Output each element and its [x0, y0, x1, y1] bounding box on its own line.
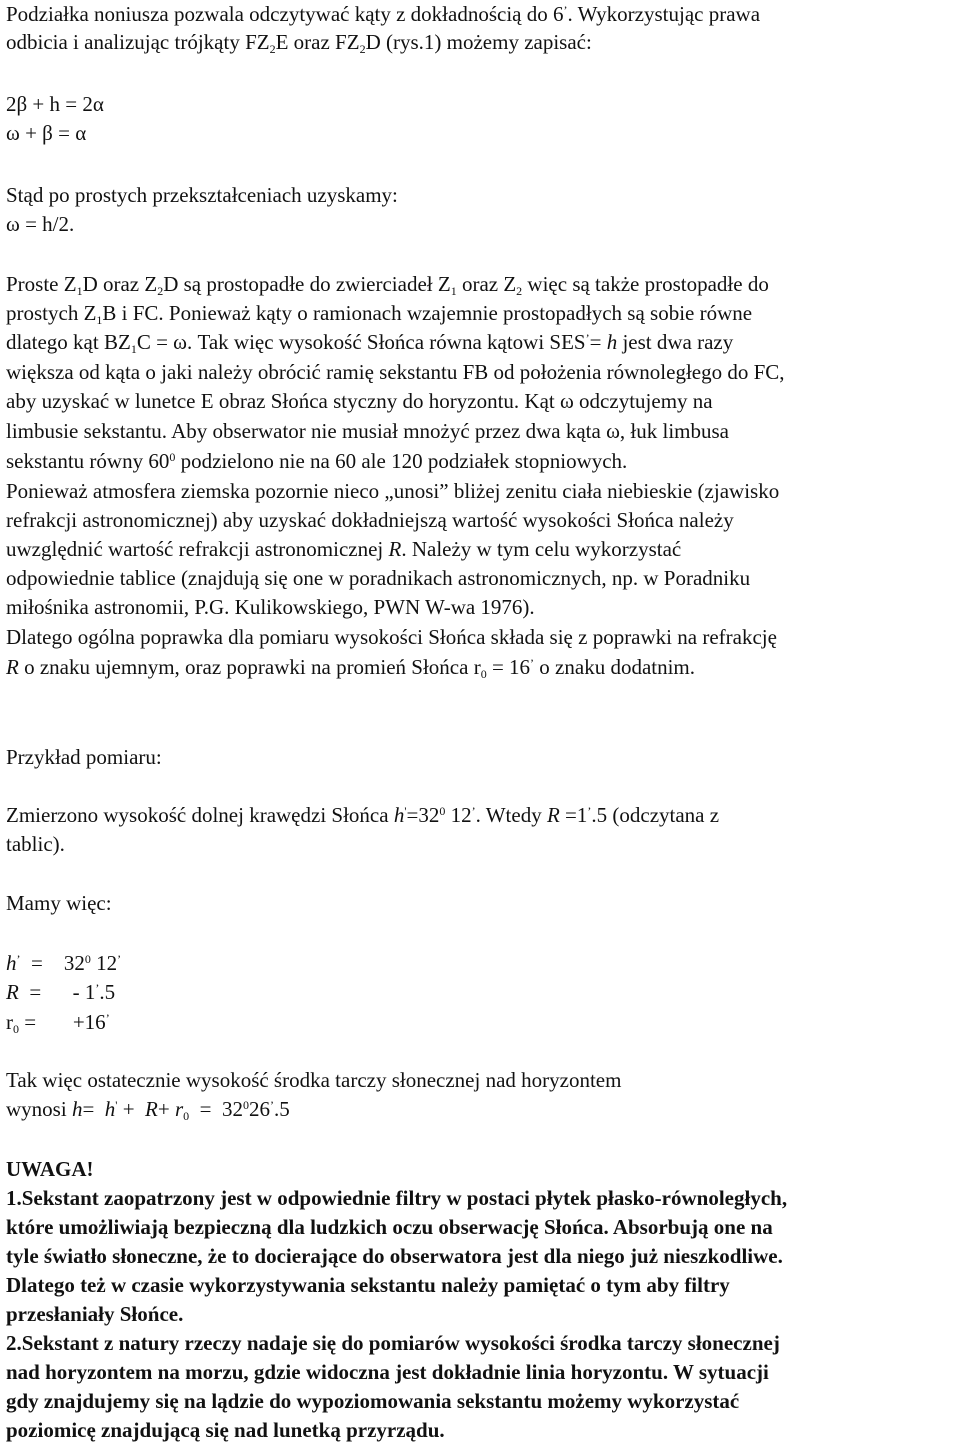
text-line: Dlatego ogólna poprawka dla pomiaru wysokości Słońca składa się z poprawki na refrakcję [6, 625, 777, 649]
superscript: ’ [117, 952, 122, 966]
text: = [589, 330, 607, 354]
superscript: ’ [16, 952, 21, 966]
text: o znaku dodatnim. [534, 655, 696, 679]
text: = 32 [189, 1097, 243, 1121]
text-line: Tak więc ostatecznie wysokość środka tarczy słonecznej nad horyzontem [6, 1068, 622, 1092]
subscript: 0 [183, 1109, 190, 1123]
subscript: 1 [450, 284, 457, 298]
warning-line: nad horyzontem na morzu, gdzie widoczna jest dokładnie linia horyzontu. W sytuacji [6, 1360, 769, 1384]
warning-title: UWAGA! [6, 1157, 94, 1181]
warning-line: przesłaniały Słońce. [6, 1302, 184, 1326]
text-line: refrakcji astronomicznej) aby uzyskać dokładniejszą wartość wysokości Słońca należy [6, 508, 734, 532]
text: = 16 [486, 655, 531, 679]
text: E oraz FZ [275, 30, 360, 54]
text-line: tablic). [6, 832, 65, 856]
text: oraz Z [456, 272, 517, 296]
subscript: 1 [96, 313, 103, 327]
text: Podziałka noniusza pozwala odczytywać kąty z dokładnością do 6 [6, 2, 564, 26]
text: D oraz Z [82, 272, 158, 296]
symbol: r [174, 1097, 184, 1121]
text: sekstantu równy 60 [6, 449, 170, 473]
equation: ω + β = α [6, 121, 87, 145]
subscript: 1 [130, 342, 137, 356]
superscript: 0 [243, 1098, 249, 1112]
text-line [6, 655, 695, 680]
text: B i FC. Ponieważ kąty o ramionach wzajemnie prostopadłych są sobie równe [102, 301, 753, 325]
text: = 32 [20, 951, 85, 975]
text: 26 [249, 1097, 270, 1121]
symbol: R [546, 803, 560, 827]
subscript: 1 [76, 284, 83, 298]
superscript: ’ [105, 1011, 110, 1025]
warning-line: poziomicę znajdującą się nad lunetką przyrządu. [6, 1418, 445, 1442]
section-heading: Przykład pomiaru: [6, 745, 162, 769]
text-line [6, 330, 733, 355]
text: =1 [559, 803, 588, 827]
warning-line: które umożliwiają bezpieczną dla ludzkich oczu obserwację Słońca. Absorbują one na [6, 1215, 773, 1239]
superscript: 0 [169, 450, 176, 464]
symbol: h [393, 803, 405, 827]
text: + [117, 1097, 146, 1121]
text: = - 1 [18, 980, 96, 1004]
subscript: 2 [157, 284, 164, 298]
symbol: R [145, 1097, 158, 1121]
superscript: ’ [587, 804, 592, 818]
symbol: h [606, 330, 618, 354]
text: więc są także prostopadłe do [522, 272, 769, 296]
text: dlatego kąt BZ [6, 330, 131, 354]
subscript: 0 [480, 667, 487, 681]
text-line [6, 2, 760, 27]
text: .5 [274, 1097, 290, 1121]
symbol: R [6, 980, 19, 1004]
subscript: 2 [359, 42, 366, 56]
text-line: odpowiednie tablice (znajdują się one w poradnikach astronomicznych, np. w Poradniku [6, 566, 751, 590]
superscript: 0 [84, 952, 91, 966]
superscript: 0 [439, 804, 446, 818]
text: .5 [99, 980, 116, 1004]
value-row [6, 980, 115, 1005]
text-line: większa od kąta o jaki należy obrócić ramię sekstantu FB od położenia równoległego do FC, [6, 360, 785, 384]
text: r [6, 1010, 13, 1034]
superscript: ’ [585, 331, 590, 345]
symbol: h [71, 1097, 83, 1121]
subscript: 0 [13, 1022, 19, 1036]
superscript: ’ [95, 981, 100, 995]
superscript: ’ [270, 1098, 274, 1112]
warning-line: tyle światło słoneczne, że to docierające do obserwatora jest dla niego już nieszkodliwe. [6, 1244, 783, 1268]
text-line: miłośnika astronomii, P.G. Kulikowskiego, PWN W-wa 1976). [6, 595, 535, 619]
text: = [82, 1097, 105, 1121]
equation: ω = h/2. [6, 212, 75, 236]
symbol: R [388, 537, 402, 561]
text-line: Mamy więc: [6, 891, 112, 915]
text: uwzględnić wartość refrakcji astronomicznej [6, 537, 389, 561]
superscript: ’ [530, 656, 535, 670]
superscript: ’ [563, 3, 568, 17]
warning-line: 2.Sekstant z natury rzeczy nadaje się do pomiarów wysokości środka tarczy słonecznej [6, 1331, 780, 1355]
superscript: ' [404, 804, 407, 818]
superscript: ' [115, 1098, 118, 1112]
equation: 2β + h = 2α [6, 92, 104, 116]
text-line [6, 1097, 290, 1122]
text: . Wykorzystując prawa [567, 2, 761, 26]
text: prostych Z [6, 301, 97, 325]
text-line: limbusie sekstantu. Aby obserwator nie musiał mnożyć przez dwa kąta ω, łuk limbusa [6, 419, 729, 443]
subscript: 2 [269, 42, 276, 56]
text: C = ω. Tak więc wysokość Słońca równa kątowi SES [136, 330, 586, 354]
text: D są prostopadłe do zwierciadeł Z [163, 272, 451, 296]
value-row [6, 1010, 110, 1035]
text: D (rys.1) możemy zapisać: [365, 30, 592, 54]
text: 12 [445, 803, 472, 827]
text-line: Ponieważ atmosfera ziemska pozornie nieco „unosi” bliżej zenitu ciała niebieskie (zjawisko [6, 479, 780, 503]
text-line: Stąd po prostych przekształceniach uzyskamy: [6, 183, 398, 207]
text: =32 [406, 803, 440, 827]
text: odbicia i analizując trójkąty FZ [6, 30, 270, 54]
symbol: h [104, 1097, 116, 1121]
text-line [6, 803, 719, 828]
symbol: h [6, 951, 17, 975]
text-line [6, 449, 627, 474]
warning-line: 1.Sekstant zaopatrzony jest w odpowiednie filtry w postaci płytek płasko-równoległych, [6, 1186, 788, 1210]
text: Zmierzono wysokość dolnej krawędzi Słońca [6, 803, 394, 827]
text: . Należy w tym celu wykorzystać [401, 537, 682, 561]
text: . Wtedy [475, 803, 547, 827]
text: jest dwa razy [617, 330, 734, 354]
text: podzielono nie na 60 ale 120 podziałek stopniowych. [175, 449, 628, 473]
warning-line: Dlatego też w czasie wykorzystywania sekstantu należy pamiętać o tym aby filtry [6, 1273, 730, 1297]
text: 12 [90, 951, 118, 975]
text: + [157, 1097, 175, 1121]
text: .5 (odczytana z [591, 803, 720, 827]
text-line: aby uzyskać w lunetce E obraz Słońca styczny do horyzontu. Kąt ω odczytujemy na [6, 389, 713, 413]
superscript: ’ [471, 804, 476, 818]
subscript: 2 [516, 284, 523, 298]
symbol: R [6, 655, 19, 679]
value-row [6, 951, 121, 976]
text-line [6, 301, 752, 326]
warning-line: gdy znajdujemy się na lądzie do wypoziomowania sekstantu możemy wykorzystać [6, 1389, 740, 1413]
text-line [6, 272, 769, 297]
text: = +16 [19, 1010, 106, 1034]
text: o znaku ujemnym, oraz poprawki na promień Słońca r [18, 655, 481, 679]
text: Proste Z [6, 272, 77, 296]
text-line [6, 537, 681, 562]
text-line [6, 30, 592, 55]
text: wynosi [6, 1097, 72, 1121]
